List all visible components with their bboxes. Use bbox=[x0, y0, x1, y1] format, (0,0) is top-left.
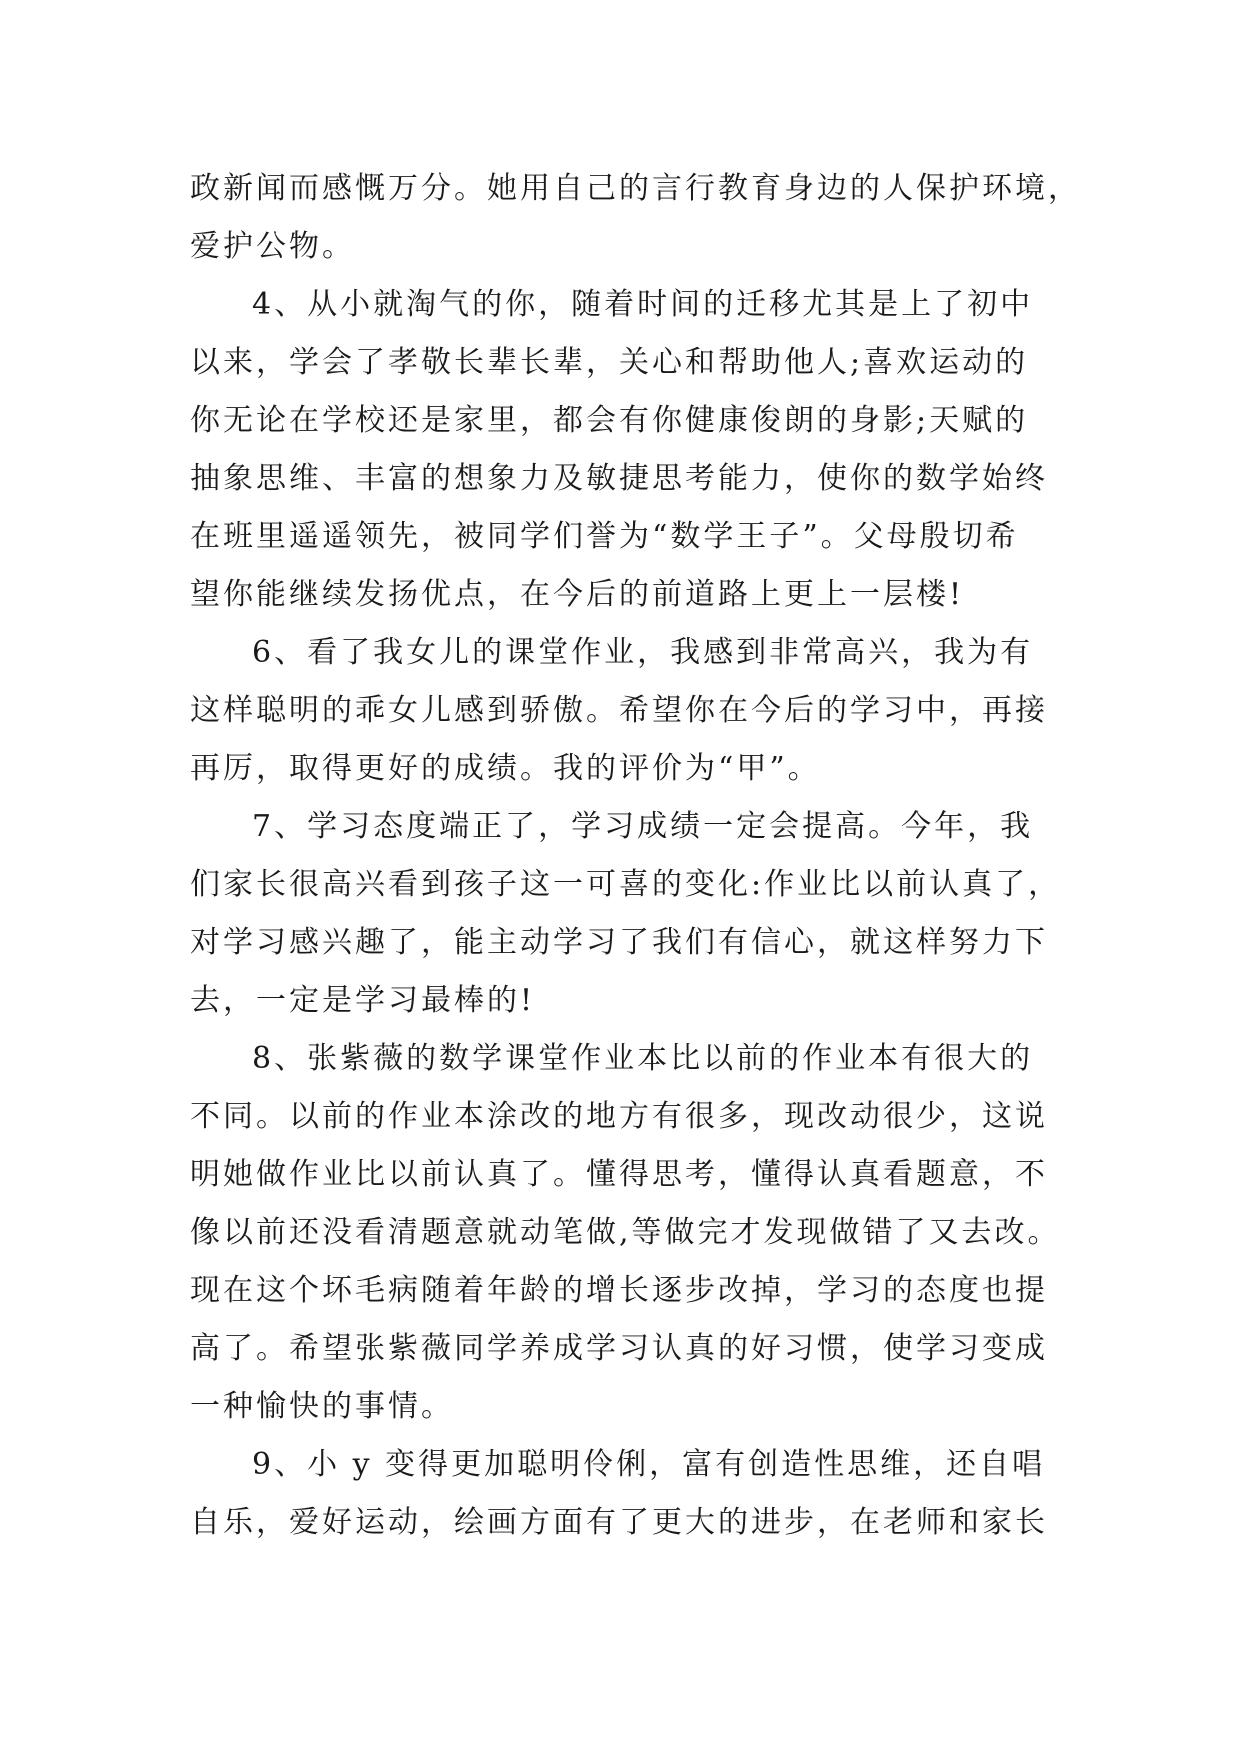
document-page bbox=[190, 160, 1081, 1552]
text-line: 高了。希望张紫薇同学养成学习认真的好习惯，使学习变成 bbox=[190, 1331, 1048, 1366]
text-line: 们家长很高兴看到孩子这一可喜的变化:作业比以前认真了， bbox=[190, 867, 1062, 902]
paragraph-continuation bbox=[190, 160, 1081, 276]
text-line: 4、从小就淘气的你，随着时间的迁移尤其是上了初中 bbox=[252, 287, 1034, 322]
text-line: 明她做作业比以前认真了。懂得思考，懂得认真看题意，不 bbox=[190, 1157, 1048, 1192]
text-line: 对学习感兴趣了，能主动学习了我们有信心，就这样努力下 bbox=[190, 925, 1048, 960]
text-line: 7、学习态度端正了，学习成绩一定会提高。今年，我 bbox=[252, 809, 1034, 844]
text-line: 望你能继续发扬优点，在今后的前道路上更上一层楼! bbox=[190, 577, 965, 612]
text-line: 政新闻而感慨万分。她用自己的言行教育身边的人保护环境， bbox=[190, 171, 1081, 206]
text-line: 现在这个坏毛病随着年龄的增长逐步改掉，学习的态度也提 bbox=[190, 1273, 1048, 1308]
text-line: 爱护公物。 bbox=[190, 229, 355, 264]
text-line: 再厉，取得更好的成绩。我的评价为“甲”。 bbox=[190, 751, 821, 786]
text-line: 自乐，爱好运动，绘画方面有了更大的进步，在老师和家长 bbox=[190, 1505, 1048, 1540]
paragraph-item-9 bbox=[190, 1436, 1070, 1552]
text-line: 在班里遥遥领先，被同学们誉为“数学王子”。父母殷切希 bbox=[190, 519, 1019, 554]
text-line: 一种愉快的事情。 bbox=[190, 1389, 454, 1424]
text-line: 去，一定是学习最棒的! bbox=[190, 983, 536, 1018]
text-line: 8、张紫薇的数学课堂作业本比以前的作业本有很大的 bbox=[252, 1041, 1034, 1076]
text-line: 6、看了我女儿的课堂作业，我感到非常高兴，我为有 bbox=[252, 635, 1034, 670]
text-line: 9、小 y 变得更加聪明伶俐，富有创造性思维，还自唱 bbox=[252, 1447, 1046, 1482]
paragraph-item-8 bbox=[190, 1030, 1070, 1436]
paragraph-item-7 bbox=[190, 798, 1070, 1030]
text-line: 你无论在学校还是家里，都会有你健康俊朗的身影;天赋的 bbox=[190, 403, 1029, 438]
paragraph-item-4 bbox=[190, 276, 1070, 624]
text-line: 不同。以前的作业本涂改的地方有很多，现改动很少，这说 bbox=[190, 1099, 1048, 1134]
text-line: 抽象思维、丰富的想象力及敏捷思考能力，使你的数学始终 bbox=[190, 461, 1048, 496]
text-line: 像以前还没看清题意就动笔做,等做完才发现做错了又去改。 bbox=[190, 1215, 1061, 1250]
text-line: 这样聪明的乖女儿感到骄傲。希望你在今后的学习中，再接 bbox=[190, 693, 1048, 728]
text-line: 以来，学会了孝敬长辈长辈，关心和帮助他人;喜欢运动的 bbox=[190, 345, 1029, 380]
paragraph-item-6 bbox=[190, 624, 1070, 798]
